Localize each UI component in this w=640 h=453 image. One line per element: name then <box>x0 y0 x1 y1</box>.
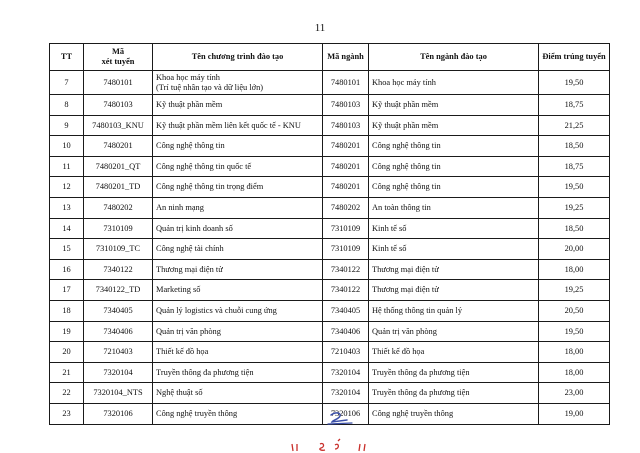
cell-ten-nganh: Công nghệ thông tin <box>369 177 539 198</box>
cell-tt: 19 <box>50 321 84 342</box>
cell-ten-nganh: Thương mại điện tử <box>369 259 539 280</box>
cell-ten-chuong-trinh: Công nghệ tài chính <box>153 239 323 260</box>
cell-ten-chuong-trinh <box>153 71 323 95</box>
cell-tt: 15 <box>50 239 84 260</box>
table-row <box>50 321 610 342</box>
cell-tt: 8 <box>50 95 84 116</box>
cell-ten-nganh: Thiết kế đồ họa <box>369 342 539 363</box>
cell-diem: 20,50 <box>539 300 610 321</box>
cell-ten-chuong-trinh: Công nghệ thông tin <box>153 136 323 157</box>
cell-ten-chuong-trinh: Kỹ thuật phần mềm <box>153 95 323 116</box>
table-row <box>50 197 610 218</box>
cell-tt: 18 <box>50 300 84 321</box>
cell-ma-xet-tuyen: 7480201 <box>84 136 153 157</box>
cell-ma-xet-tuyen: 7480201_QT <box>84 156 153 177</box>
cell-ten-chuong-trinh: Thương mại điện tử <box>153 259 323 280</box>
table-row <box>50 259 610 280</box>
cell-ma-xet-tuyen: 7340122 <box>84 259 153 280</box>
program-note: (Trí tuệ nhân tạo và dữ liệu lớn) <box>156 82 264 92</box>
signature-mark <box>325 411 355 425</box>
cell-ma-nganh: 7340122 <box>323 280 369 301</box>
cell-ten-nganh: Truyền thông đa phương tiện <box>369 362 539 383</box>
admission-score-table <box>49 43 610 425</box>
header-ma-xet-tuyen <box>84 44 153 71</box>
cell-diem: 19,00 <box>539 403 610 424</box>
cell-ma-xet-tuyen: 7340122_TD <box>84 280 153 301</box>
header-tt: TT <box>50 44 84 71</box>
cell-diem: 19,50 <box>539 321 610 342</box>
cell-tt: 17 <box>50 280 84 301</box>
cell-ma-xet-tuyen: 7480202 <box>84 197 153 218</box>
cell-diem: 19,50 <box>539 177 610 198</box>
table-row <box>50 156 610 177</box>
cell-ma-xet-tuyen: 7340406 <box>84 321 153 342</box>
table-row <box>50 95 610 116</box>
cell-ma-xet-tuyen: 7320104 <box>84 362 153 383</box>
cell-ma-xet-tuyen: 7480101 <box>84 71 153 95</box>
cell-ma-nganh: 7210403 <box>323 342 369 363</box>
cell-ma-xet-tuyen: 7480201_TD <box>84 177 153 198</box>
cell-ten-nganh: An toàn thông tin <box>369 197 539 218</box>
header-ma-xet-tuyen-line1: Mã <box>111 47 125 57</box>
cell-ten-chuong-trinh: Quản trị kinh doanh số <box>153 218 323 239</box>
cell-tt: 7 <box>50 71 84 95</box>
cell-diem: 18,75 <box>539 95 610 116</box>
cell-ma-xet-tuyen: 7320104_NTS <box>84 383 153 404</box>
table-row <box>50 218 610 239</box>
cell-ma-nganh: 7480202 <box>323 197 369 218</box>
cell-ma-xet-tuyen: 7480103_KNU <box>84 115 153 136</box>
cell-ten-chuong-trinh: Thiết kế đồ họa <box>153 342 323 363</box>
cell-ten-nganh: Kinh tế số <box>369 218 539 239</box>
cell-tt: 22 <box>50 383 84 404</box>
table-row <box>50 280 610 301</box>
cell-tt: 11 <box>50 156 84 177</box>
cell-diem: 19,25 <box>539 197 610 218</box>
table-row <box>50 115 610 136</box>
cell-ma-xet-tuyen: 7480103 <box>84 95 153 116</box>
cell-ma-nganh: 7320104 <box>323 383 369 404</box>
cell-ten-chuong-trinh: Nghệ thuật số <box>153 383 323 404</box>
cell-ma-nganh: 7480201 <box>323 136 369 157</box>
table-row <box>50 300 610 321</box>
cell-ma-nganh: 7340406 <box>323 321 369 342</box>
cell-ma-nganh: 7310109 <box>323 239 369 260</box>
cell-ma-nganh: 7310109 <box>323 218 369 239</box>
cell-ma-nganh: 7480103 <box>323 115 369 136</box>
cell-tt: 21 <box>50 362 84 383</box>
cell-ten-nganh: Khoa học máy tính <box>369 71 539 95</box>
red-stamp-fragment <box>280 436 370 453</box>
cell-ma-xet-tuyen: 7210403 <box>84 342 153 363</box>
table-header-row <box>50 44 610 71</box>
cell-ma-nganh: 7320106 <box>323 403 369 424</box>
cell-ten-chuong-trinh: Truyền thông đa phương tiện <box>153 362 323 383</box>
cell-ma-xet-tuyen: 7310109_TC <box>84 239 153 260</box>
cell-ten-nganh: Hệ thống thông tin quản lý <box>369 300 539 321</box>
header-ma-xet-tuyen-line2: xét tuyển <box>101 57 135 66</box>
cell-tt: 10 <box>50 136 84 157</box>
cell-tt: 16 <box>50 259 84 280</box>
cell-ten-chuong-trinh: Quản lý logistics và chuỗi cung ứng <box>153 300 323 321</box>
header-ten-nganh: Tên ngành đào tạo <box>369 44 539 71</box>
cell-ten-nganh: Thương mại điện tử <box>369 280 539 301</box>
cell-ten-chuong-trinh: Kỹ thuật phần mềm liên kết quốc tế - KNU <box>153 115 323 136</box>
page-number: 11 <box>314 22 326 34</box>
cell-ten-nganh: Kỹ thuật phần mềm <box>369 115 539 136</box>
cell-diem: 18,00 <box>539 362 610 383</box>
cell-tt: 14 <box>50 218 84 239</box>
cell-diem: 23,00 <box>539 383 610 404</box>
cell-tt: 20 <box>50 342 84 363</box>
program-name: Khoa học máy tính <box>156 72 220 82</box>
table-row <box>50 362 610 383</box>
cell-ten-nganh: Truyền thông đa phương tiện <box>369 383 539 404</box>
cell-ma-nganh: 7480201 <box>323 177 369 198</box>
table-row <box>50 177 610 198</box>
cell-diem: 18,00 <box>539 342 610 363</box>
table-row <box>50 71 610 95</box>
header-ten-chuong-trinh: Tên chương trình đào tạo <box>153 44 323 71</box>
cell-diem: 19,50 <box>539 71 610 95</box>
table-body <box>50 71 610 425</box>
cell-diem: 18,75 <box>539 156 610 177</box>
cell-diem: 21,25 <box>539 115 610 136</box>
cell-diem: 18,50 <box>539 218 610 239</box>
cell-ma-nganh: 7340122 <box>323 259 369 280</box>
cell-diem: 18,00 <box>539 259 610 280</box>
cell-tt: 23 <box>50 403 84 424</box>
cell-ten-nganh: Công nghệ thông tin <box>369 156 539 177</box>
header-diem: Điểm trúng tuyển <box>539 44 610 71</box>
cell-ma-nganh: 7480103 <box>323 95 369 116</box>
cell-ten-chuong-trinh: Công nghệ thông tin trọng điểm <box>153 177 323 198</box>
cell-ma-nganh: 7480201 <box>323 156 369 177</box>
cell-diem: 19,25 <box>539 280 610 301</box>
cell-ma-nganh: 7480101 <box>323 71 369 95</box>
cell-diem: 20,00 <box>539 239 610 260</box>
cell-ten-chuong-trinh: An ninh mạng <box>153 197 323 218</box>
table-row <box>50 239 610 260</box>
cell-diem: 18,50 <box>539 136 610 157</box>
cell-tt: 12 <box>50 177 84 198</box>
cell-ten-chuong-trinh: Marketing số <box>153 280 323 301</box>
table-row <box>50 136 610 157</box>
cell-tt: 9 <box>50 115 84 136</box>
cell-ten-nganh: Công nghệ thông tin <box>369 136 539 157</box>
cell-ten-nganh: Công nghệ truyền thông <box>369 403 539 424</box>
table-row <box>50 342 610 363</box>
cell-ma-xet-tuyen: 7320106 <box>84 403 153 424</box>
cell-tt: 13 <box>50 197 84 218</box>
cell-ma-xet-tuyen: 7310109 <box>84 218 153 239</box>
cell-ten-chuong-trinh: Công nghệ thông tin quốc tế <box>153 156 323 177</box>
cell-ten-nganh: Kỹ thuật phần mềm <box>369 95 539 116</box>
cell-ma-xet-tuyen: 7340405 <box>84 300 153 321</box>
cell-ten-chuong-trinh: Công nghệ truyền thông <box>153 403 323 424</box>
cell-ten-nganh: Quản trị văn phòng <box>369 321 539 342</box>
cell-ten-nganh: Kinh tế số <box>369 239 539 260</box>
cell-ten-chuong-trinh: Quản trị văn phòng <box>153 321 323 342</box>
cell-ma-nganh: 7320104 <box>323 362 369 383</box>
header-ma-nganh: Mã ngành <box>323 44 369 71</box>
table-row <box>50 383 610 404</box>
cell-ma-nganh: 7340405 <box>323 300 369 321</box>
